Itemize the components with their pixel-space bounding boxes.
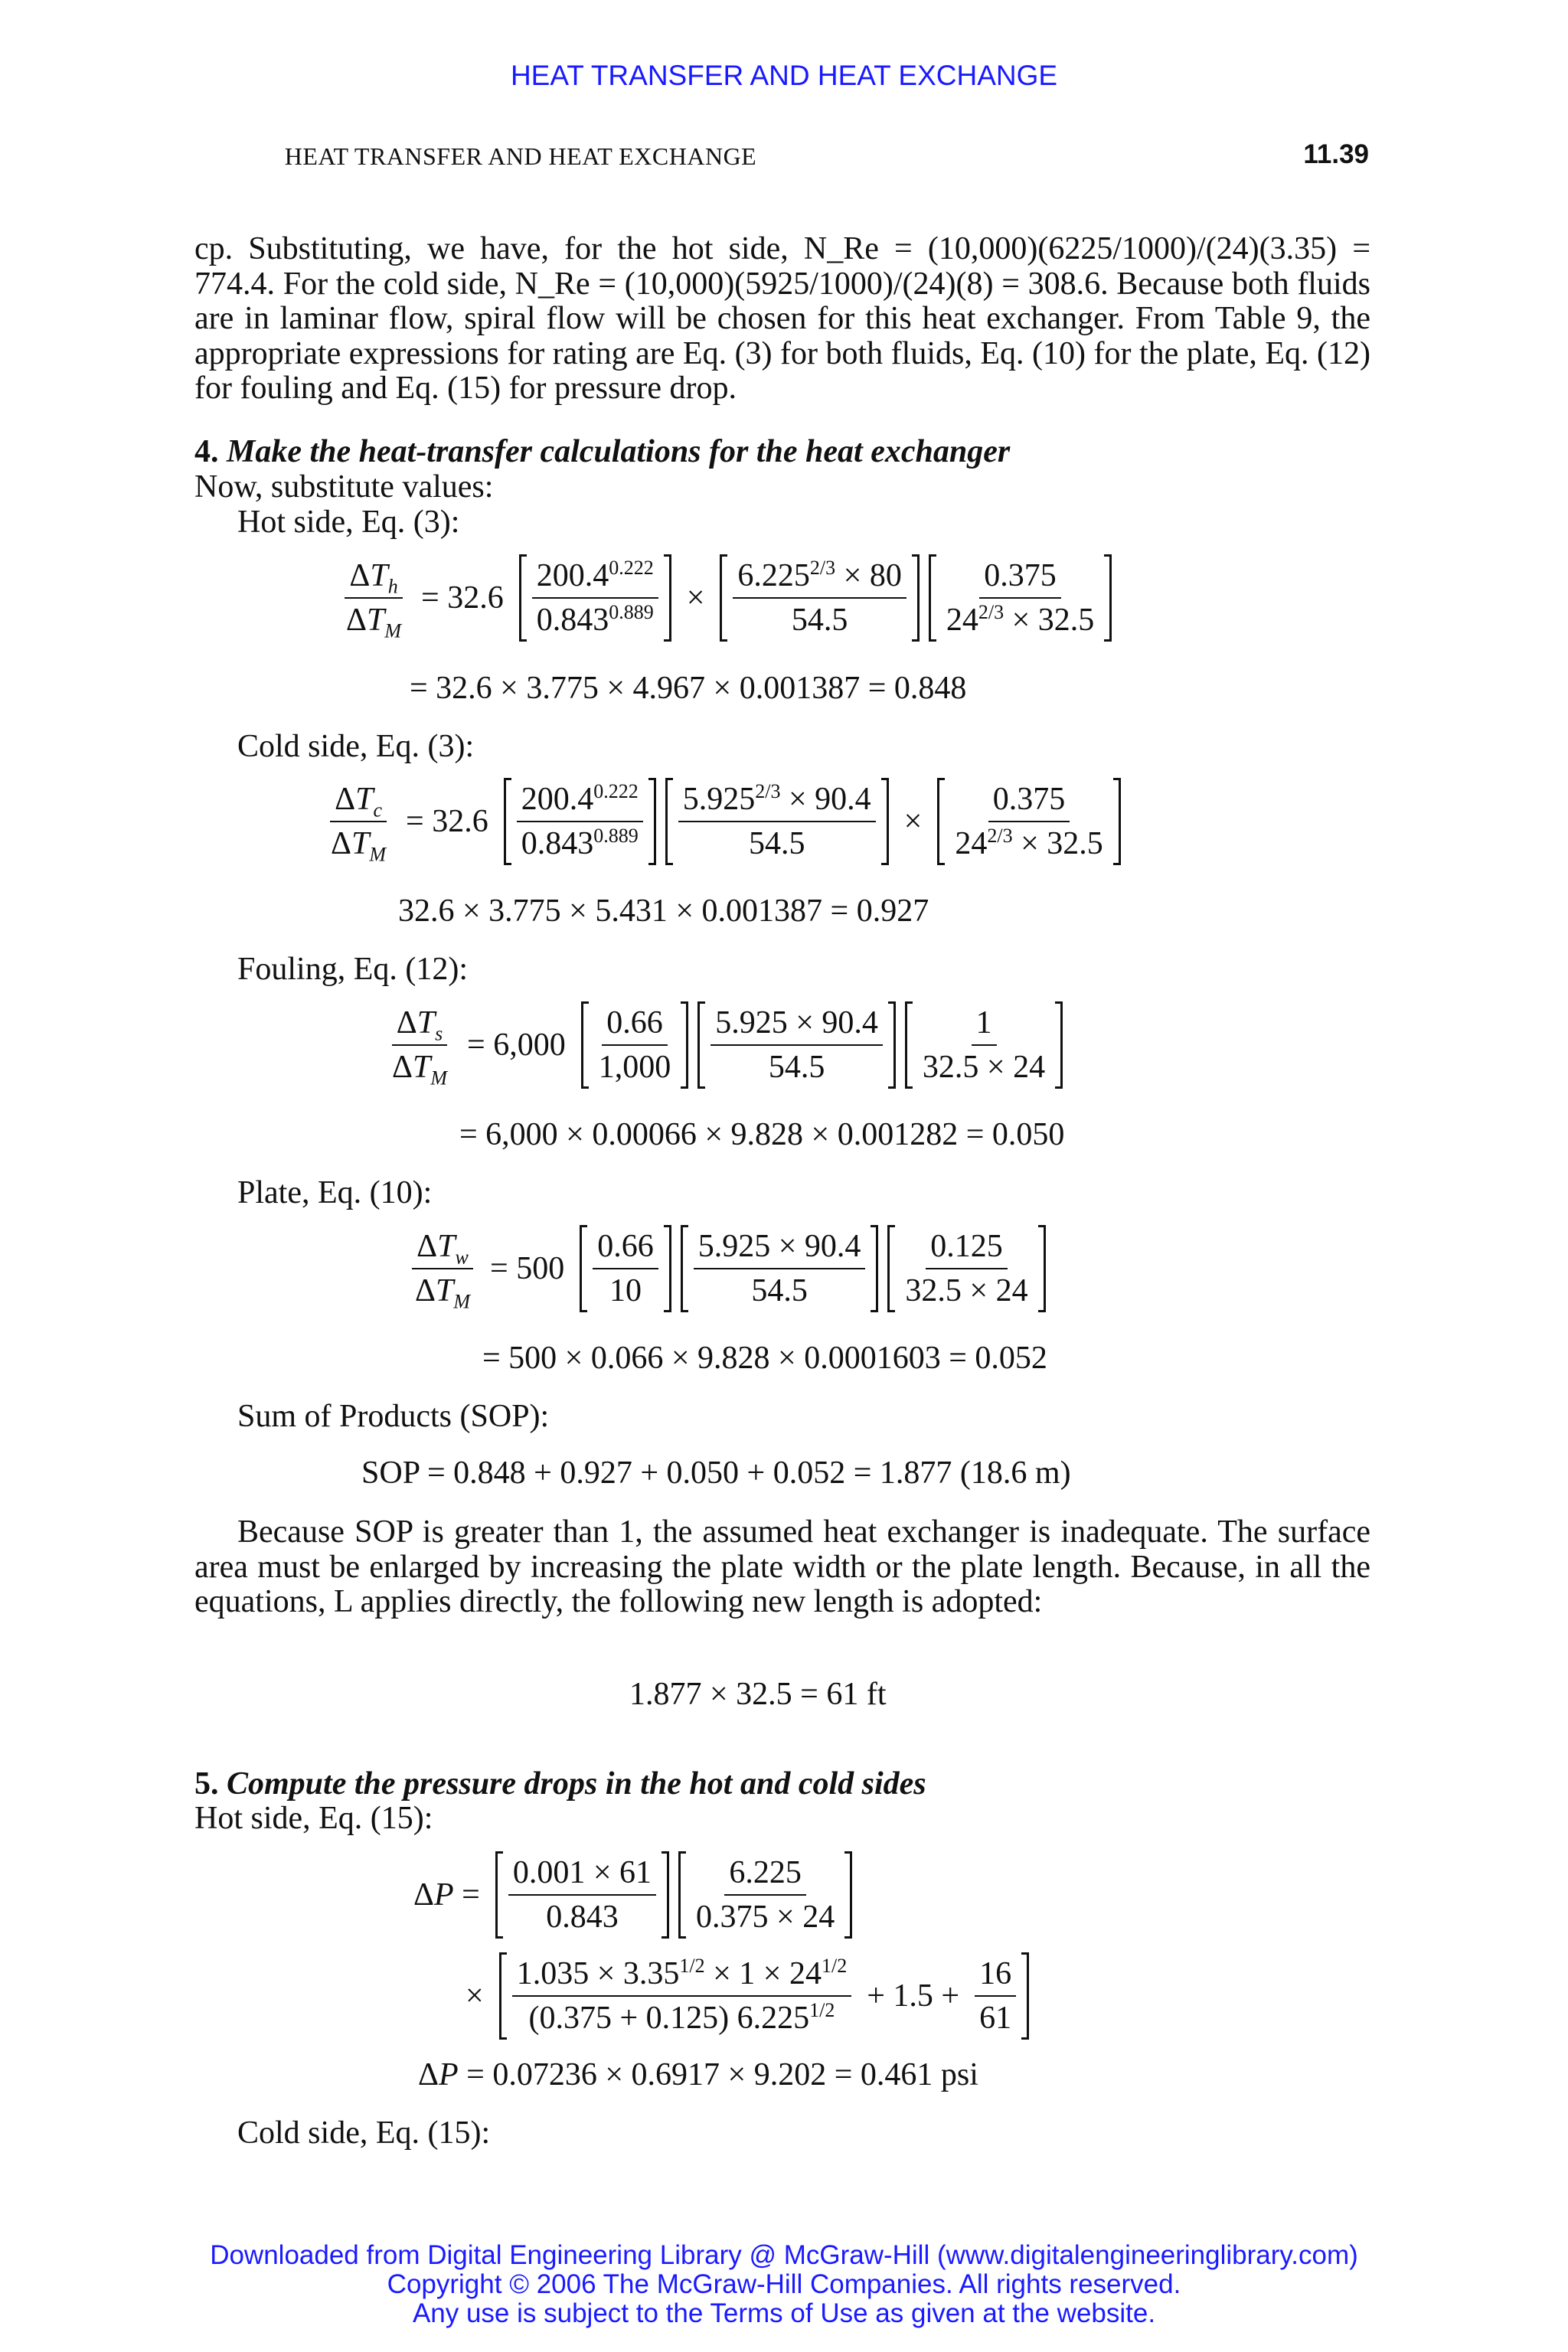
- hot-side-label: Hot side, Eq. (3):: [237, 505, 460, 540]
- bracket-term: $\frac{200.4^{0.222}}{0.843^{0.889}}$: [519, 554, 671, 642]
- bracket-term: $\frac{0.66}{1,000}$: [581, 1001, 689, 1089]
- intro-paragraph: [194, 232, 1370, 407]
- step4-lead: Now, substitute values:: [194, 469, 494, 505]
- dts-dtm-fraction: $\frac{\Delta T_s}{\Delta T_M}$: [387, 1001, 452, 1089]
- step4-title: Make the heat-transfer calculations for the heat exchanger: [227, 434, 1011, 469]
- cold-side-result: 32.6 × 3.775 × 5.431 × 0.001387 = 0.927: [398, 893, 929, 929]
- plate-label: Plate, Eq. (10):: [237, 1175, 433, 1210]
- plate-result: = 500 × 0.066 × 9.828 × 0.0001603 = 0.052: [482, 1341, 1047, 1376]
- bracket-term: $\frac{1.035 \times 3.35^{1/2} \times 1 \times 24^{1/2}}{(0.375 + 0.125) 6.225^{1/2}}$ + 1.5 + $\frac{16}{61}$: [499, 1952, 1029, 2040]
- dtw-dtm-fraction: $\frac{\Delta T_w}{\Delta T_M}$: [410, 1225, 475, 1312]
- footer: [0, 2241, 1568, 2328]
- dth-dtm-fraction: $\frac{\Delta T_h}{\Delta T_M}$: [341, 554, 406, 642]
- bracket-term: $\frac{0.66}{10}$: [580, 1225, 671, 1312]
- conclusion-paragraph: Because SOP is greater than 1, the assumed heat exchanger is inadequate. The surface area must be enlarged by increasing the plate width or the plate length. Because, in all the equations, L applies directly, the following new length is adopted:: [194, 1514, 1370, 1619]
- bracket-term: $\frac{5.925^{2/3} \times 90.4}{54.5}$: [665, 778, 889, 865]
- hot-side-equation: $\frac{\Delta T_h}{\Delta T_M}$ = 32.6 $\frac{200.4^{0.222}}{0.843^{0.889}}$ × $\frac{6.225^{2/3} \times 80}{54.5}$ $\frac{0.375}{24^{2/3} \times 32.5}$: [337, 554, 1116, 642]
- fouling-label: Fouling, Eq. (12):: [237, 952, 468, 987]
- fouling-equation: $\frac{\Delta T_s}{\Delta T_M}$ = 6,000 $\frac{0.66}{1,000}$ $\frac{5.925 \times 90.4}{54.5}$ $\frac{1}{32.5 \times 24}$: [383, 1001, 1067, 1089]
- cold-side-equation: $\frac{\Delta T_c}{\Delta T_M}$ = 32.6 $\frac{200.4^{0.222}}{0.843^{0.889}}$ $\frac{5.925^{2/3} \times 90.4}{54.5}$ × $\frac{0.375}{24^{2/3} \times 32.5}$: [322, 778, 1125, 865]
- bracket-term: $\frac{0.125}{32.5 \times 24}$: [887, 1225, 1045, 1312]
- bracket-term: $\frac{0.001 \times 61}{0.843}$: [495, 1851, 669, 1939]
- plate-equation: $\frac{\Delta T_w}{\Delta T_M}$ = 500 $\frac{0.66}{10}$ $\frac{5.925 \times 90.4}{54.5}$ $\frac{0.125}{32.5 \times 24}$: [406, 1225, 1050, 1312]
- step5-heading: [194, 1767, 926, 1802]
- dtc-dtm-fraction: $\frac{\Delta T_c}{\Delta T_M}$: [326, 778, 390, 865]
- step5-cold-label: Cold side, Eq. (15):: [237, 2115, 491, 2151]
- bracket-term: $\frac{5.925 \times 90.4}{54.5}$: [681, 1225, 879, 1312]
- step5-title: Compute the pressure drops in the hot and cold sides: [227, 1766, 926, 1802]
- bracket-term: $\frac{6.225^{2/3} \times 80}{54.5}$: [720, 554, 919, 642]
- bracket-term: $\frac{6.225}{0.375 \times 24}$: [678, 1851, 852, 1939]
- pressure-drop-value: = 0.07236 × 0.6917 × 9.202 = 0.461 psi: [466, 2057, 978, 2092]
- pressure-drop-equation-1: ΔP = $\frac{0.001 \times 61}{0.843}$ $\frac{6.225}{0.375 \times 24}$: [413, 1851, 857, 1939]
- footer-copyright: Copyright © 2006 The McGraw-Hill Companies. All rights reserved.: [387, 2269, 1181, 2299]
- footer-terms-link[interactable]: Any use is subject to the Terms of Use as given at the website.: [412, 2298, 1156, 2328]
- hot-side-result: = 32.6 × 3.775 × 4.967 × 0.001387 = 0.848: [410, 671, 967, 706]
- top-title: HEAT TRANSFER AND HEAT EXCHANGE: [510, 60, 1058, 91]
- intro-text: cp. Substituting, we have, for the hot side, N_Re = (10,000)(6225/1000)/(24)(3.35) = 774.4. For the cold side, N_Re = (10,000)(5925/1000)/(24)(8) = 308.6. Because both fluids are in laminar flow, spiral flow will be chosen for this heat exchanger. From Table 9, the appropriate expressions for rating are Eq. (3) for both fluids, Eq. (10) for the plate, Eq. (12) for fouling and Eq. (15) for pressure drop.: [194, 231, 1371, 406]
- bracket-term: $\frac{5.925 \times 90.4}{54.5}$: [697, 1001, 896, 1089]
- sop-label: Sum of Products (SOP):: [237, 1399, 550, 1434]
- pressure-drop-equation-2: × $\frac{1.035 \times 3.35^{1/2} \times 1 \times 24^{1/2}}{(0.375 + 0.125) 6.225^{1/2}}$ + 1.5 + $\frac{16}{61}$: [466, 1952, 1034, 2040]
- step4-heading: [194, 435, 1010, 469]
- step5-number: 5.: [194, 1766, 219, 1802]
- running-head: HEAT TRANSFER AND HEAT EXCHANGE: [284, 142, 757, 170]
- bracket-term: $\frac{200.4^{0.222}}{0.843^{0.889}}$: [504, 778, 656, 865]
- sop-result: SOP = 0.848 + 0.927 + 0.050 + 0.052 = 1.877 (18.6 m): [361, 1455, 1071, 1491]
- bracket-term: $\frac{0.375}{24^{2/3} \times 32.5}$: [937, 778, 1120, 865]
- step4-number: 4.: [194, 434, 219, 469]
- fouling-result: = 6,000 × 0.00066 × 9.828 × 0.001282 = 0.050: [459, 1117, 1065, 1152]
- step5-hot-label: Hot side, Eq. (15):: [194, 1801, 433, 1836]
- page-number: 11.39: [1303, 139, 1369, 169]
- footer-download-link[interactable]: Downloaded from Digital Engineering Library @ McGraw-Hill (www.digitalengineeringlibrary.com): [210, 2240, 1358, 2270]
- bracket-term: $\frac{1}{32.5 \times 24}$: [905, 1001, 1063, 1089]
- bracket-term: $\frac{0.375}{24^{2/3} \times 32.5}$: [929, 554, 1112, 642]
- pressure-drop-result: ΔP = 0.07236 × 0.6917 × 9.202 = 0.461 psi: [418, 2057, 978, 2092]
- cold-side-label: Cold side, Eq. (3):: [237, 729, 475, 764]
- new-length: 1.877 × 32.5 = 61 ft: [629, 1677, 887, 1712]
